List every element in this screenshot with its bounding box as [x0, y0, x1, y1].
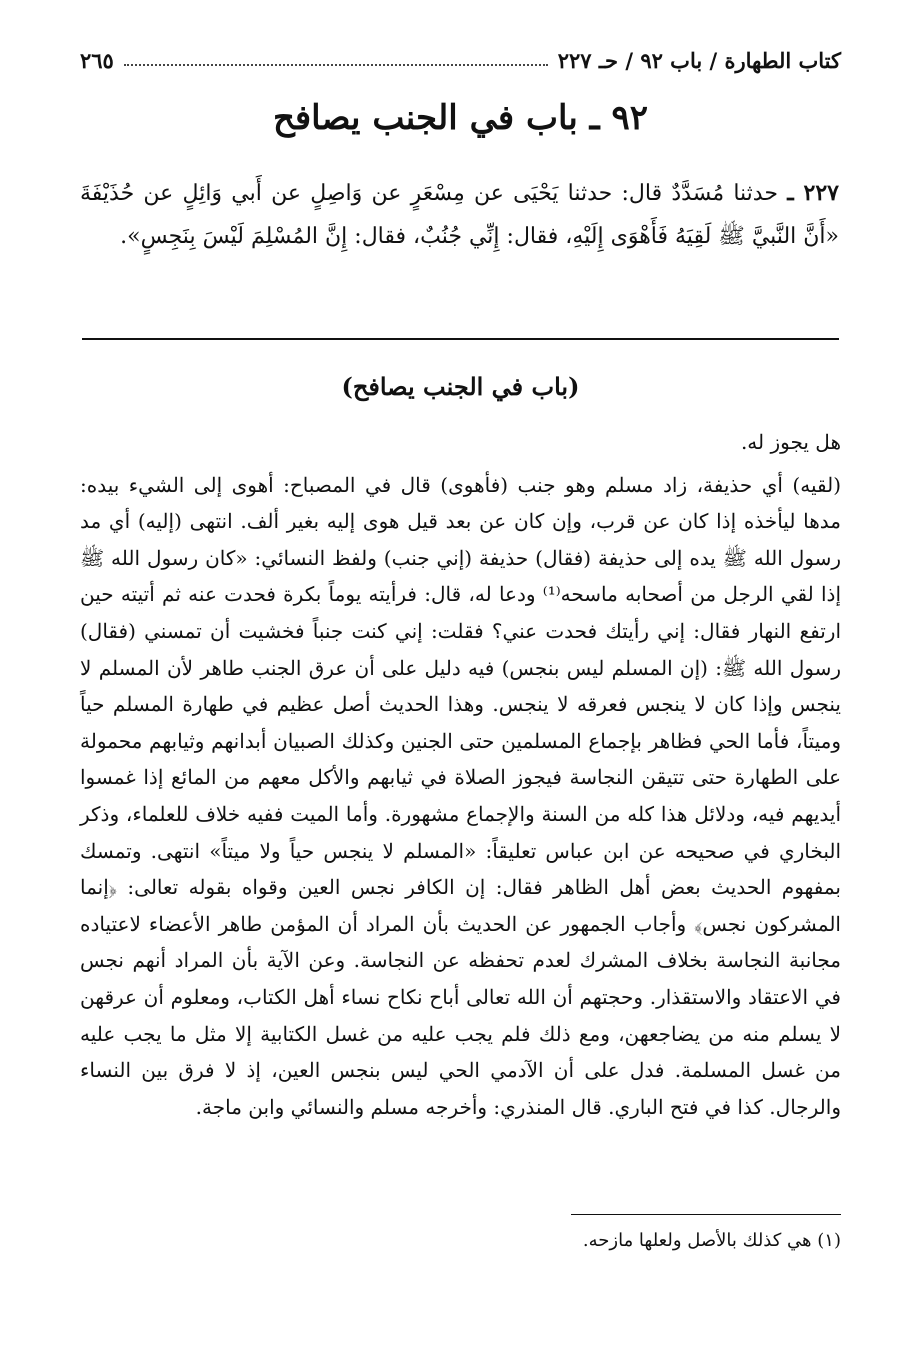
running-header [80, 44, 841, 76]
hadith-number: ٢٢٧ ـ [787, 180, 839, 206]
chapter-title: ٩٢ ـ باب في الجنب يصافح [272, 98, 648, 138]
commentary-title: (باب في الجنب يصافح) [341, 372, 580, 401]
footnote: (١) هي كذلك بالأصل ولعلها مازحه. [582, 1230, 841, 1251]
commentary-intro: هل يجوز له. [740, 430, 841, 454]
running-title: كتاب الطهارة / باب ٩٢ / حـ ٢٢٧ [557, 47, 841, 73]
hadith-body: حدثنا مُسَدَّدٌ قال: حدثنا يَحْيَى عن مِسْعَرٍ عن وَاصِلٍ عن أَبي وَائِلٍ عن حُذَيْفَةَ «أَنَّ النَّبيَّ ﷺ لَقِيَهُ فَأَهْوَى إِلَيْهِ، فقال: إِنِّي جُنُبٌ، فقال: إِنَّ المُسْلِمَ لَيْسَ بِنَجِسٍ». [80, 181, 839, 249]
commentary [80, 424, 841, 1125]
section-divider [82, 338, 839, 340]
header-dot-leader [124, 64, 548, 66]
page-number: ٢٦٥ [80, 47, 114, 73]
commentary-body: (لقيه) أي حذيفة، زاد مسلم وهو جنب (فأهوى) قال في المصباح: أهوى إلى الشيء بيده: مدها ليأخذه إذا كان عن قرب، وإن كان عن بعد قيل هوى إليه بغير ألف. انتهى (إليه) أي مد رسول الله ﷺ يده إلى حذيفة (فقال) حذيفة (إني جنب) ولفظ النسائي: «كان رسول الله ﷺ إذا لقي الرجل من أصحابه ماسحه⁽¹⁾ ودعا له، قال: فرأيته يوماً بكرة فحدت عنه ثم أتيته حين ارتفع النهار فقال: إني رأيتك فحدت عني؟ فقلت: إني كنت جنباً فخشيت أن تمسني (فقال) رسول الله ﷺ: (إن المسلم ليس بنجس) فيه دليل على أن عرق الجنب طاهر لأن المسلم لا ينجس وإذا كان لا ينجس فعرقه لا ينجس. وهذا الحديث أصل عظيم في طهارة المسلم حياً وميتاً، فأما الحي فظاهر بإجماع المسلمين حتى الجنين وكذلك الصبيان أبدانهم وثيابهم محمولة على الطهارة حتى تتيقن النجاسة فيجوز الصلاة في ثيابهم والأكل معهم من المائع إذا غمسوا أيديهم فيه، ودلائل هذا كله من السنة والإجماع مشهورة. وأما الميت ففيه خلاف للعلماء، وذكر البخاري في صحيحه عن ابن عباس تعليقاً: «المسلم لا ينجس حياً ولا ميتاً» انتهى. وتمسك بمفهوم الحديث بعض أهل الظاهر فقال: إن الكافر نجس العين وقواه بقوله تعالى: ﴿إنما المشركون نجس﴾ وأجاب الجمهور عن الحديث بأن المراد أن المؤمن طاهر الأعضاء لاعتياده مجانبة النجاسة بخلاف المشرك لعدم تحفظه عن النجاسة. وعن الآية بأن المراد أنهم نجس في الاعتقاد والاستقذار. وحجتهم أن الله تعالى أباح نكاح نساء أهل الكتاب، ومعلوم أن عرقهن لا يسلم منه من يضاجعهن، ومع ذلك فلم يجب عليه من غسل الكتابية إلا مثل ما يجب عليه من غسل المسلمة. فدل على أن الآدمي الحي ليس بنجس العين، إذ لا فرق بين النساء والرجال. كذا في فتح الباري. قال المنذري: وأخرجه مسلم والنسائي وابن ماجة. [80, 472, 842, 1119]
hadith-text [80, 172, 839, 258]
footnote-rule [571, 1214, 841, 1215]
